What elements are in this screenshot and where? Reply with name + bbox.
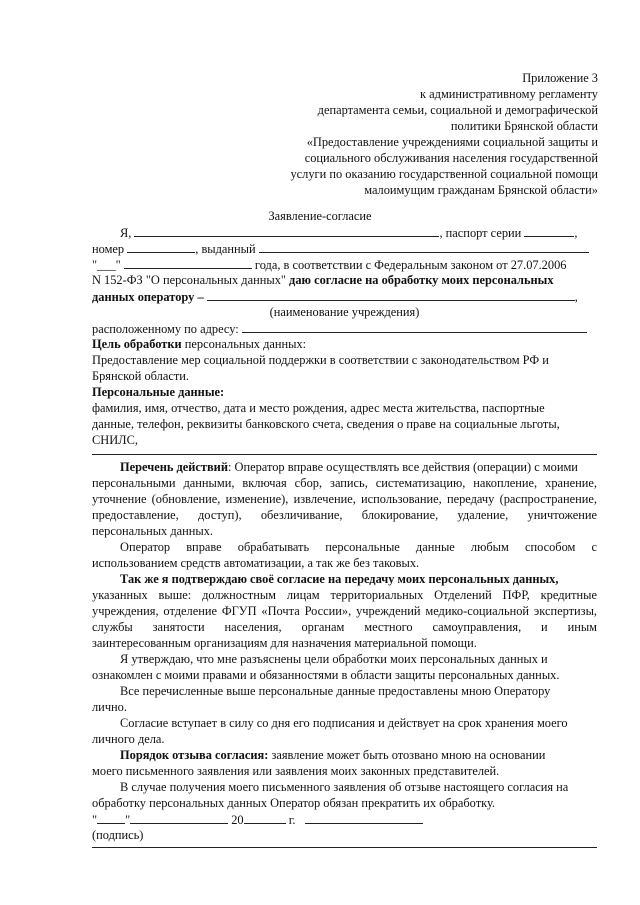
purpose-text: Предоставление мер социальной поддержки в соответствии с законодательством РФ и [92,353,549,367]
form-label: , выданный [195,242,256,256]
signature-date-line [92,811,597,827]
year-suffix: г. [288,813,296,827]
blank-line-field[interactable] [92,448,597,455]
form-label: N 152-ФЗ "О персональных данных" [92,273,290,287]
signature-label: (подпись) [92,828,144,842]
form-line-address [92,320,597,336]
day-field[interactable] [97,811,125,824]
confirm-bold: Так же я подтверждаю своё согласие на передачу моих персональных данных, [120,572,559,586]
form-line-date [92,256,597,272]
address-field[interactable] [242,320,587,333]
purpose-text: Брянской области. [92,369,189,383]
operator-text: Оператор вправе обрабатывать персональные данные любым способом с [120,540,597,554]
validity-text: Согласие вступает в силу со дня его подписания и действует на срок хранения моего [120,716,568,730]
actions-text: персональных данных. [92,524,214,538]
appendix-line: политики Брянской области [450,119,598,133]
passport-series-field[interactable] [524,224,574,237]
form-label: Я, [120,226,132,240]
personal-heading [92,384,597,400]
purpose-heading [92,336,597,352]
actions-text: предоставление, доступ), обезличивание, блокирование, удаление, уничтожение [92,508,597,522]
year-field[interactable] [244,811,286,824]
name-field[interactable] [134,224,439,237]
revoke-line [92,747,597,763]
termination-text: обработку персональных данных Оператор обязан прекратить их обработку. [92,796,496,810]
signature-field[interactable] [305,811,423,824]
appendix-line: услуги по оказанию государственной социальной помощи [290,167,598,181]
document-title: Заявление-согласие [268,209,372,223]
personal-text: данные, телефон, реквизиты банковского счета, сведения о праве на социальные льготы, [92,417,560,431]
personal-label: Персональные данные: [92,385,225,399]
operator-label: данных оператору – [92,290,204,304]
form-line-operator [92,288,597,304]
form-label: , [574,290,578,304]
form-label: номер [92,242,125,256]
form-label: расположенному по адресу: [92,322,239,336]
bottom-rule [92,841,597,848]
form-line-name [92,224,597,240]
validity-text: личного дела. [92,732,165,746]
confirm-text: учреждения, отделение ФГУП «Почта России», учреждений медико-социальной экспертизы, [92,604,597,618]
confirm-text: указанных выше: должностным лицам территориальных Отделений ПФР, кредитные [92,588,597,602]
form-label: , паспорт серии [439,226,522,240]
appendix-line: департамента семьи, социальной и демографической [317,103,598,117]
revoke-label: Порядок отзыва согласия: [120,748,269,762]
provided-text: лично. [92,700,127,714]
actions-line [92,459,597,475]
appendix-line: «Предоставление учреждениями социальной защиты и [306,135,598,149]
consent-bold: даю согласие на обработку моих персональных [289,273,554,287]
quote-mark: " [92,813,98,827]
actions-text: персональными данными, включая сбор, запись, систематизацию, накопление, хранение, [92,476,597,490]
actions-text: : Оператор вправе осуществлять все действия (операции) с моими [227,460,578,474]
operator-text: использованием средств автоматизации, а так же без таковых. [92,556,420,570]
quote-mark: " [125,813,131,827]
revoke-text: заявление может быть отозвано мною на основании [268,748,546,762]
purpose-label-rest: персональных данных: [181,337,307,351]
actions-label: Перечень действий [120,460,228,474]
explained-text: ознакомлен с моими правами и обязанностями в области защиты персональных данных. [92,668,560,682]
issue-date-field[interactable] [124,256,252,269]
appendix-line: социального обслуживания населения государственной [304,151,598,165]
form-line-law [92,272,597,288]
revoke-text: моего письменного заявления или заявления моих законных представителей. [92,764,500,778]
appendix-line: Приложение 3 [522,71,598,85]
provided-text: Все перечисленные выше персональные данные предоставлены мною Оператору [120,684,551,698]
appendix-header [238,70,598,198]
institution-caption: (наименование учреждения) [269,305,420,319]
appendix-line: к административному регламенту [420,87,598,101]
issued-by-field[interactable] [259,240,589,253]
appendix-line: малоимущим гражданам Брянской области» [364,183,598,197]
institution-field[interactable] [207,288,575,301]
personal-text: СНИЛС, [92,433,138,447]
actions-text: уточнение (обновление, изменение), извлечение, использование, передачу (распространение, [92,492,597,506]
explained-text: Я утверждаю, что мне разъяснены цели обработки моих персональных данных и [120,652,548,666]
year-prefix: 20 [231,813,244,827]
form-label: года, в соответствии с Федеральным законом от 27.07.2006 [254,258,567,272]
purpose-label: Цель обработки [92,337,182,351]
month-field[interactable] [130,811,228,824]
personal-text: фамилия, имя, отчество, дата и место рождения, адрес места жительства, паспортные [92,401,545,415]
termination-text: В случае получения моего письменного заявления об отзыве настоящего согласия на [120,780,569,794]
document-body [92,224,597,852]
passport-number-field[interactable] [127,240,195,253]
form-line-number [92,240,597,256]
form-label: , [574,226,578,240]
confirm-text: заинтересованным организациям для назначения материальной помощи. [92,636,477,650]
form-label: "___" [92,258,121,272]
confirm-heading [92,571,597,587]
confirm-text: службы занятости населения, органам местного самоуправления, и иным [92,620,597,634]
